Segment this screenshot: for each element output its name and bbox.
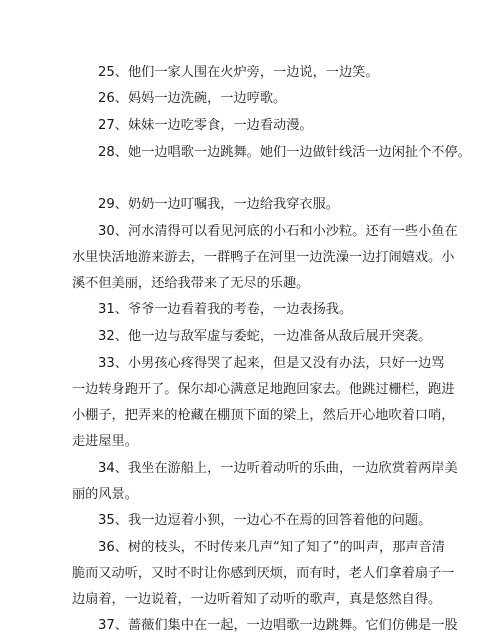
sentence-33-cont-1: 一边转身跑开了。保尔却心满意足地跑回家去。他跳过栅栏，跑进 xyxy=(72,382,455,397)
sentence-30-cont-2: 溪不但美丽，还给我带来了无尽的乐趣。 xyxy=(72,276,310,291)
sentence-31: 31、爷爷一边看着我的考卷，一边表扬我。 xyxy=(98,302,353,317)
sentence-33-cont-2: 小棚子，把弄来的枪藏在棚顶下面的梁上，然后开心地吹着口哨， xyxy=(72,408,455,423)
sentence-37: 37、蔷薇们集中在一起，一边唱歌一边跳舞。它们仿佛是一股 xyxy=(98,618,458,633)
sentence-30: 30、河水清得可以看见河底的小石和小沙粒。还有一些小鱼在 xyxy=(98,224,458,239)
sentence-36: 36、树的枝头，不时传来几声“知了知了”的叫声，那声音清 xyxy=(98,540,445,555)
sentence-33-cont-3: 走进屋里。 xyxy=(72,434,138,449)
sentence-35: 35、我一边逗着小狈，一边心不在焉的回答着他的问题。 xyxy=(98,513,432,528)
sentence-28: 28、她一边唱歌一边跳舞。她们一边做针线活一边闲扯个不停。 xyxy=(98,145,471,160)
sentence-32: 32、他一边与敌军虚与委蛇，一边准备从敌后展开突袭。 xyxy=(98,329,432,344)
sentence-33: 33、小男孩心疼得哭了起来，但是又没有办法，只好一边骂 xyxy=(98,356,445,371)
sentence-25: 25、他们一家人围在火炉旁，一边说，一边笑。 xyxy=(98,65,379,80)
sentence-30-cont-1: 水里快活地游来游去，一群鸭子在河里一边洗澡一边打闹嬉戏。小 xyxy=(72,250,455,265)
sentence-36-cont-1: 脆而又动听，又时不时让你感到厌烦，而有时，老人们拿着扇子一 xyxy=(72,566,455,581)
sentence-26: 26、妈妈一边洗碗，一边哼歌。 xyxy=(98,91,287,106)
sentence-29: 29、奶奶一边叮嘱我，一边给我穿衣服。 xyxy=(98,197,339,212)
sentence-36-cont-2: 边扇着，一边说着，一边听着知了动听的歌声，真是悠然自得。 xyxy=(72,592,442,607)
sentence-34: 34、我坐在游船上，一边听着动听的乐曲，一边欣赏着两岸美 xyxy=(98,461,458,476)
sentence-27: 27、妹妹一边吃零食，一边看动漫。 xyxy=(98,118,313,133)
sentence-34-cont-1: 丽的风景。 xyxy=(72,487,138,502)
